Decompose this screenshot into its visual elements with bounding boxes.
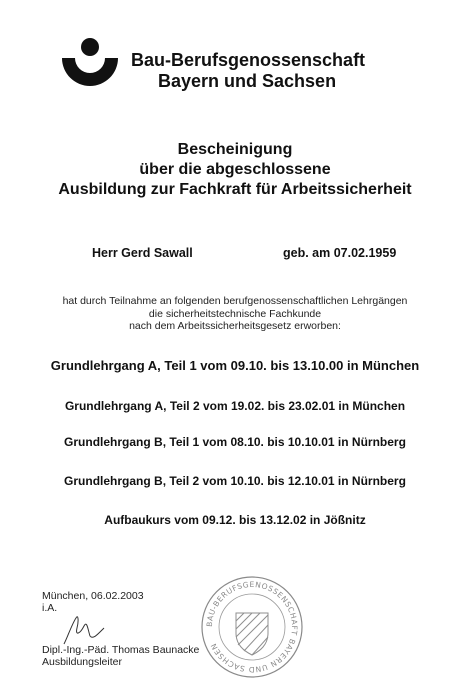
statement-line3: nach dem Arbeitssicherheitsgesetz erworben: bbox=[129, 320, 341, 332]
statement-line1: hat durch Teilnahme an folgenden berufgenossenschaftlichen Lehrgängen bbox=[62, 295, 408, 307]
place-date: München, 06.02.2003 bbox=[42, 590, 144, 602]
on-behalf-label: i.A. bbox=[42, 602, 58, 614]
signer-role: Ausbildungsleiter bbox=[42, 656, 122, 668]
course-item: Grundlehrgang A, Teil 2 vom 19.02. bis 23.02.01 in München bbox=[64, 399, 406, 413]
person-birthdate: geb. am 07.02.1959 bbox=[283, 246, 397, 260]
seal-text: BAU-BERUFSGENOSSENSCHAFT BAYERN UND SACHSEN bbox=[204, 579, 300, 675]
handwritten-signature bbox=[60, 610, 110, 648]
crest-icon bbox=[236, 613, 268, 655]
title-line2: über die abgeschlossene bbox=[139, 161, 331, 178]
logo-arc bbox=[62, 58, 118, 86]
document-title bbox=[0, 140, 470, 200]
course-item: Grundlehrgang B, Teil 2 vom 10.10. bis 12.10.01 in Nürnberg bbox=[64, 474, 406, 488]
course-item: Grundlehrgang B, Teil 1 vom 08.10. bis 10.10.01 in Nürnberg bbox=[64, 435, 406, 449]
title-line3: Ausbildung zur Fachkraft für Arbeitssicherheit bbox=[58, 181, 412, 198]
organization-name-line1: Bau-Berufsgenossenschaft bbox=[131, 50, 366, 70]
course-item: Grundlehrgang A, Teil 1 vom 09.10. bis 13.10.00 in München bbox=[50, 358, 420, 373]
title-line1: Bescheinigung bbox=[177, 141, 293, 158]
course-item: Aufbaukurs vom 09.12. bis 13.12.02 in Jößnitz bbox=[104, 513, 366, 527]
statement-line2: die sicherheitstechnische Fachkunde bbox=[148, 307, 322, 320]
official-seal-stamp bbox=[198, 575, 306, 680]
certificate-statement bbox=[0, 295, 470, 333]
person-name: Herr Gerd Sawall bbox=[92, 246, 193, 260]
organization-name bbox=[131, 50, 365, 92]
signer-name: Dipl.-Ing.-Päd. Thomas Baunacke bbox=[42, 644, 200, 656]
organization-name-line2: Bayern und Sachsen bbox=[158, 71, 337, 91]
organization-logo bbox=[60, 38, 120, 90]
logo-dot bbox=[81, 38, 99, 56]
